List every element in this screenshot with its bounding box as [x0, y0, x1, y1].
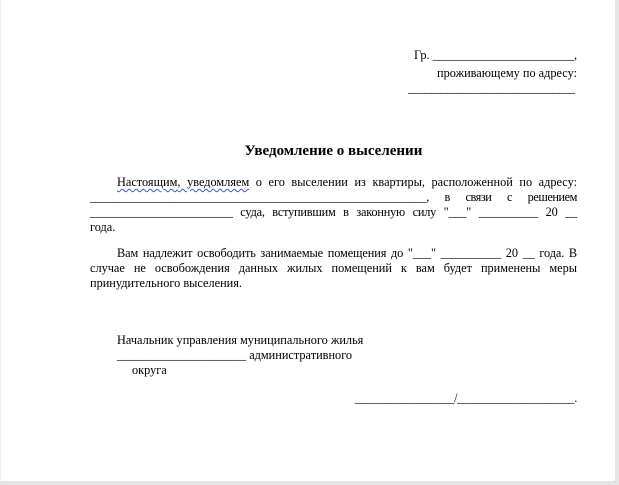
recipient-line — [414, 48, 577, 62]
page-edge-bottom — [0, 481, 619, 485]
paragraph-1-line-1-rest: о его выселении из квартиры, расположенной по адресу: — [255, 175, 577, 189]
signature-position-line-2: _____________________ административного — [117, 348, 353, 362]
paragraph-1-line-2: ___________________________________________________________, в связи с решением — [90, 190, 577, 204]
recipient-prefix: Гр. — [414, 48, 430, 62]
word-uvedomlyaem: уведомляем — [187, 175, 250, 189]
signature-position-line-1: Начальник управления муниципального жилья — [117, 333, 364, 347]
paragraph-2-line-3: принудительного выселения. — [90, 276, 242, 290]
document-title: Уведомление о выселении — [244, 143, 423, 159]
address-blank: ______________________________ — [408, 81, 575, 95]
signature-blank: _________________/____________________. — [354, 391, 577, 405]
page-edge-right — [615, 0, 619, 485]
paragraph-1-line-1 — [117, 175, 577, 191]
signature-position-line-3: округа — [132, 363, 167, 377]
address-label: проживающему по адресу: — [437, 66, 577, 80]
paragraph-2-line-1: Вам надлежит освободить занимаемые помещения до "___" __________ 20 __ года. В — [117, 246, 577, 260]
page-edge-left — [0, 0, 1, 485]
paragraph-2-line-2: случае не освобождения данных жилых помещений к вам будет применены меры — [90, 261, 577, 275]
word-nastoyashchim: Настоящим — [117, 175, 178, 189]
word-separator: , — [177, 175, 188, 189]
paragraph-1-line-3: ________________________ суда, вступившим в законную силу "___" __________ 20 __ — [90, 205, 577, 219]
paragraph-1-line-4: года. — [90, 220, 116, 234]
recipient-blank: _______________________, — [432, 48, 578, 62]
